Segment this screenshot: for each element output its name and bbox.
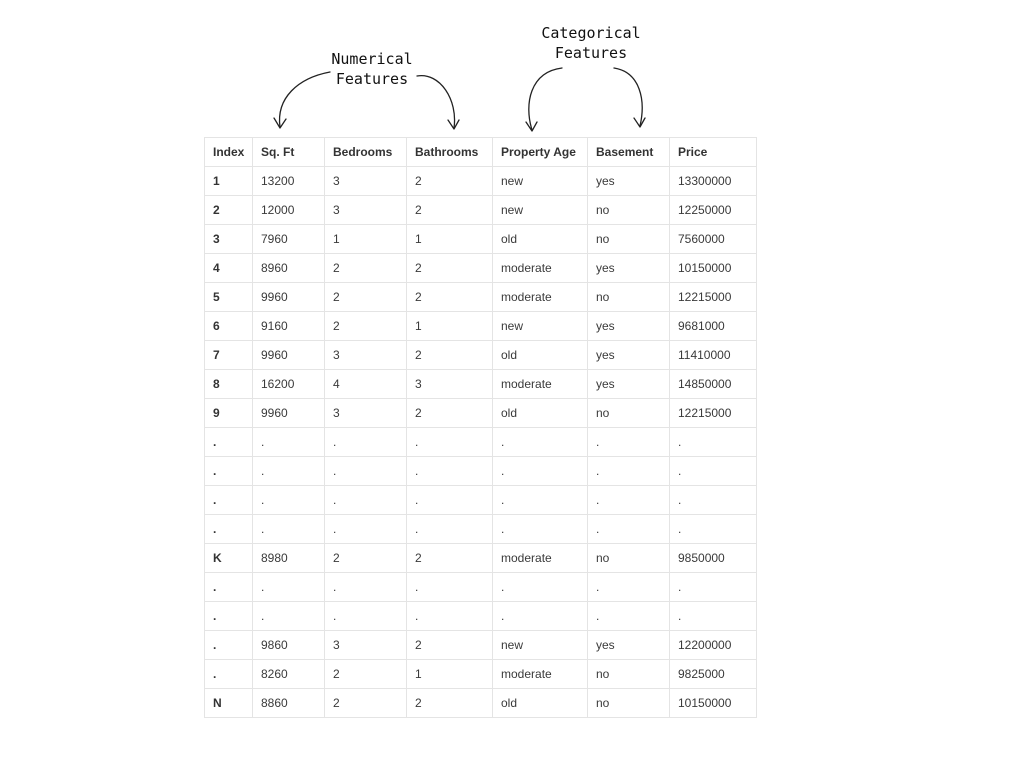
table-row: [205, 428, 757, 457]
arrow-to-basement: [614, 68, 645, 127]
table-row: [205, 515, 757, 544]
cell-bathrooms: .: [407, 486, 493, 515]
cell-property-age: .: [493, 486, 588, 515]
cell-index: .: [205, 486, 253, 515]
cell-property-age: .: [493, 515, 588, 544]
cell-property-age: old: [493, 689, 588, 718]
cell-basement: .: [588, 428, 670, 457]
cell-basement: yes: [588, 370, 670, 399]
cell-index: .: [205, 631, 253, 660]
cell-property-age: old: [493, 399, 588, 428]
cell-property-age: .: [493, 573, 588, 602]
feature-arrows: [0, 0, 1024, 140]
cell-index: 2: [205, 196, 253, 225]
cell-bedrooms: 3: [325, 167, 407, 196]
cell-index: 3: [205, 225, 253, 254]
cell-property-age: new: [493, 196, 588, 225]
table-row: [205, 631, 757, 660]
cell-index: 8: [205, 370, 253, 399]
cell-basement: no: [588, 660, 670, 689]
cell-bedrooms: .: [325, 515, 407, 544]
cell-index: 1: [205, 167, 253, 196]
arrow-to-sqft: [274, 72, 330, 128]
cell-bathrooms: 2: [407, 196, 493, 225]
cell-sq-ft: 7960: [253, 225, 325, 254]
cell-bathrooms: 2: [407, 167, 493, 196]
header-basement: Basement: [588, 138, 670, 167]
cell-sq-ft: 9860: [253, 631, 325, 660]
cell-bathrooms: 1: [407, 225, 493, 254]
cell-index: .: [205, 428, 253, 457]
cell-basement: yes: [588, 312, 670, 341]
cell-index: K: [205, 544, 253, 573]
cell-bathrooms: 1: [407, 660, 493, 689]
cell-sq-ft: 8860: [253, 689, 325, 718]
cell-bedrooms: 3: [325, 631, 407, 660]
cell-price: 12250000: [670, 196, 757, 225]
categorical-features-label-line1: Categorical: [541, 24, 641, 42]
table-row: [205, 341, 757, 370]
cell-sq-ft: 8960: [253, 254, 325, 283]
table-row: [205, 312, 757, 341]
cell-basement: .: [588, 486, 670, 515]
cell-price: 9825000: [670, 660, 757, 689]
cell-bedrooms: 2: [325, 544, 407, 573]
cell-bedrooms: 2: [325, 689, 407, 718]
cell-basement: .: [588, 457, 670, 486]
numerical-features-label-line1: Numerical: [331, 50, 413, 68]
table-row: [205, 225, 757, 254]
cell-bedrooms: 3: [325, 196, 407, 225]
cell-index: .: [205, 457, 253, 486]
cell-bathrooms: 2: [407, 689, 493, 718]
cell-sq-ft: 13200: [253, 167, 325, 196]
cell-price: .: [670, 428, 757, 457]
cell-price: 12215000: [670, 283, 757, 312]
cell-basement: yes: [588, 167, 670, 196]
arrow-to-property-age: [526, 68, 562, 131]
cell-basement: no: [588, 225, 670, 254]
cell-sq-ft: .: [253, 515, 325, 544]
cell-sq-ft: .: [253, 573, 325, 602]
cell-property-age: .: [493, 457, 588, 486]
cell-bathrooms: 2: [407, 631, 493, 660]
header-bathrooms: Bathrooms: [407, 138, 493, 167]
table-row: [205, 573, 757, 602]
cell-property-age: moderate: [493, 254, 588, 283]
cell-index: 5: [205, 283, 253, 312]
categorical-features-label-line2: Features: [554, 44, 628, 62]
cell-price: 12200000: [670, 631, 757, 660]
cell-index: 4: [205, 254, 253, 283]
table-row: [205, 283, 757, 312]
cell-index: .: [205, 515, 253, 544]
cell-price: 7560000: [670, 225, 757, 254]
arrow-to-bathrooms: [417, 76, 459, 129]
cell-bedrooms: 4: [325, 370, 407, 399]
cell-price: .: [670, 602, 757, 631]
table-row: [205, 457, 757, 486]
table-row: [205, 602, 757, 631]
cell-price: .: [670, 457, 757, 486]
cell-index: 7: [205, 341, 253, 370]
cell-price: 10150000: [670, 689, 757, 718]
cell-bathrooms: 2: [407, 341, 493, 370]
header-price: Price: [670, 138, 757, 167]
cell-sq-ft: 9960: [253, 341, 325, 370]
table-row: [205, 196, 757, 225]
cell-basement: no: [588, 399, 670, 428]
cell-price: 10150000: [670, 254, 757, 283]
cell-bathrooms: .: [407, 457, 493, 486]
table-row: [205, 660, 757, 689]
cell-price: 12215000: [670, 399, 757, 428]
cell-bedrooms: .: [325, 486, 407, 515]
cell-property-age: old: [493, 341, 588, 370]
table-row: [205, 544, 757, 573]
cell-bedrooms: .: [325, 457, 407, 486]
cell-bedrooms: 1: [325, 225, 407, 254]
cell-index: N: [205, 689, 253, 718]
cell-bedrooms: .: [325, 428, 407, 457]
cell-sq-ft: .: [253, 457, 325, 486]
cell-property-age: old: [493, 225, 588, 254]
cell-bedrooms: .: [325, 573, 407, 602]
cell-property-age: .: [493, 428, 588, 457]
cell-basement: no: [588, 544, 670, 573]
cell-bathrooms: .: [407, 602, 493, 631]
cell-price: .: [670, 573, 757, 602]
cell-bathrooms: 2: [407, 254, 493, 283]
cell-basement: yes: [588, 254, 670, 283]
cell-index: .: [205, 573, 253, 602]
cell-bedrooms: .: [325, 602, 407, 631]
cell-bathrooms: 1: [407, 312, 493, 341]
header-sq-ft: Sq. Ft: [253, 138, 325, 167]
cell-sq-ft: .: [253, 602, 325, 631]
cell-bathrooms: 2: [407, 283, 493, 312]
cell-bedrooms: 3: [325, 341, 407, 370]
cell-basement: no: [588, 689, 670, 718]
table-row: [205, 254, 757, 283]
cell-price: .: [670, 515, 757, 544]
cell-basement: yes: [588, 631, 670, 660]
cell-sq-ft: 8260: [253, 660, 325, 689]
cell-price: 9850000: [670, 544, 757, 573]
cell-basement: no: [588, 196, 670, 225]
table-row: [205, 167, 757, 196]
cell-property-age: new: [493, 631, 588, 660]
cell-property-age: new: [493, 312, 588, 341]
cell-bathrooms: .: [407, 428, 493, 457]
table-header-row: [205, 138, 757, 167]
cell-property-age: moderate: [493, 370, 588, 399]
numerical-features-label-line2: Features: [335, 70, 409, 88]
cell-index: .: [205, 602, 253, 631]
header-property-age: Property Age: [493, 138, 588, 167]
cell-price: 11410000: [670, 341, 757, 370]
table-body: [205, 167, 757, 718]
table-row: [205, 689, 757, 718]
header-index: Index: [205, 138, 253, 167]
cell-bedrooms: 2: [325, 660, 407, 689]
cell-price: 13300000: [670, 167, 757, 196]
cell-basement: .: [588, 602, 670, 631]
header-bedrooms: Bedrooms: [325, 138, 407, 167]
cell-property-age: moderate: [493, 283, 588, 312]
cell-basement: no: [588, 283, 670, 312]
cell-basement: yes: [588, 341, 670, 370]
cell-bedrooms: 3: [325, 399, 407, 428]
cell-sq-ft: .: [253, 486, 325, 515]
cell-basement: .: [588, 515, 670, 544]
cell-bathrooms: 2: [407, 399, 493, 428]
cell-property-age: new: [493, 167, 588, 196]
cell-sq-ft: 9960: [253, 399, 325, 428]
cell-bedrooms: 2: [325, 254, 407, 283]
cell-sq-ft: 12000: [253, 196, 325, 225]
cell-price: 9681000: [670, 312, 757, 341]
cell-property-age: moderate: [493, 544, 588, 573]
cell-bathrooms: .: [407, 515, 493, 544]
cell-sq-ft: 9160: [253, 312, 325, 341]
cell-sq-ft: 8980: [253, 544, 325, 573]
cell-property-age: .: [493, 602, 588, 631]
cell-property-age: moderate: [493, 660, 588, 689]
cell-index: 6: [205, 312, 253, 341]
table-row: [205, 399, 757, 428]
table-row: [205, 486, 757, 515]
cell-price: 14850000: [670, 370, 757, 399]
cell-price: .: [670, 486, 757, 515]
cell-sq-ft: 16200: [253, 370, 325, 399]
cell-bedrooms: 2: [325, 283, 407, 312]
housing-data-table: [204, 137, 757, 718]
cell-sq-ft: .: [253, 428, 325, 457]
cell-bedrooms: 2: [325, 312, 407, 341]
cell-sq-ft: 9960: [253, 283, 325, 312]
cell-bathrooms: 3: [407, 370, 493, 399]
cell-bathrooms: .: [407, 573, 493, 602]
table-row: [205, 370, 757, 399]
cell-index: 9: [205, 399, 253, 428]
cell-basement: .: [588, 573, 670, 602]
cell-index: .: [205, 660, 253, 689]
cell-bathrooms: 2: [407, 544, 493, 573]
